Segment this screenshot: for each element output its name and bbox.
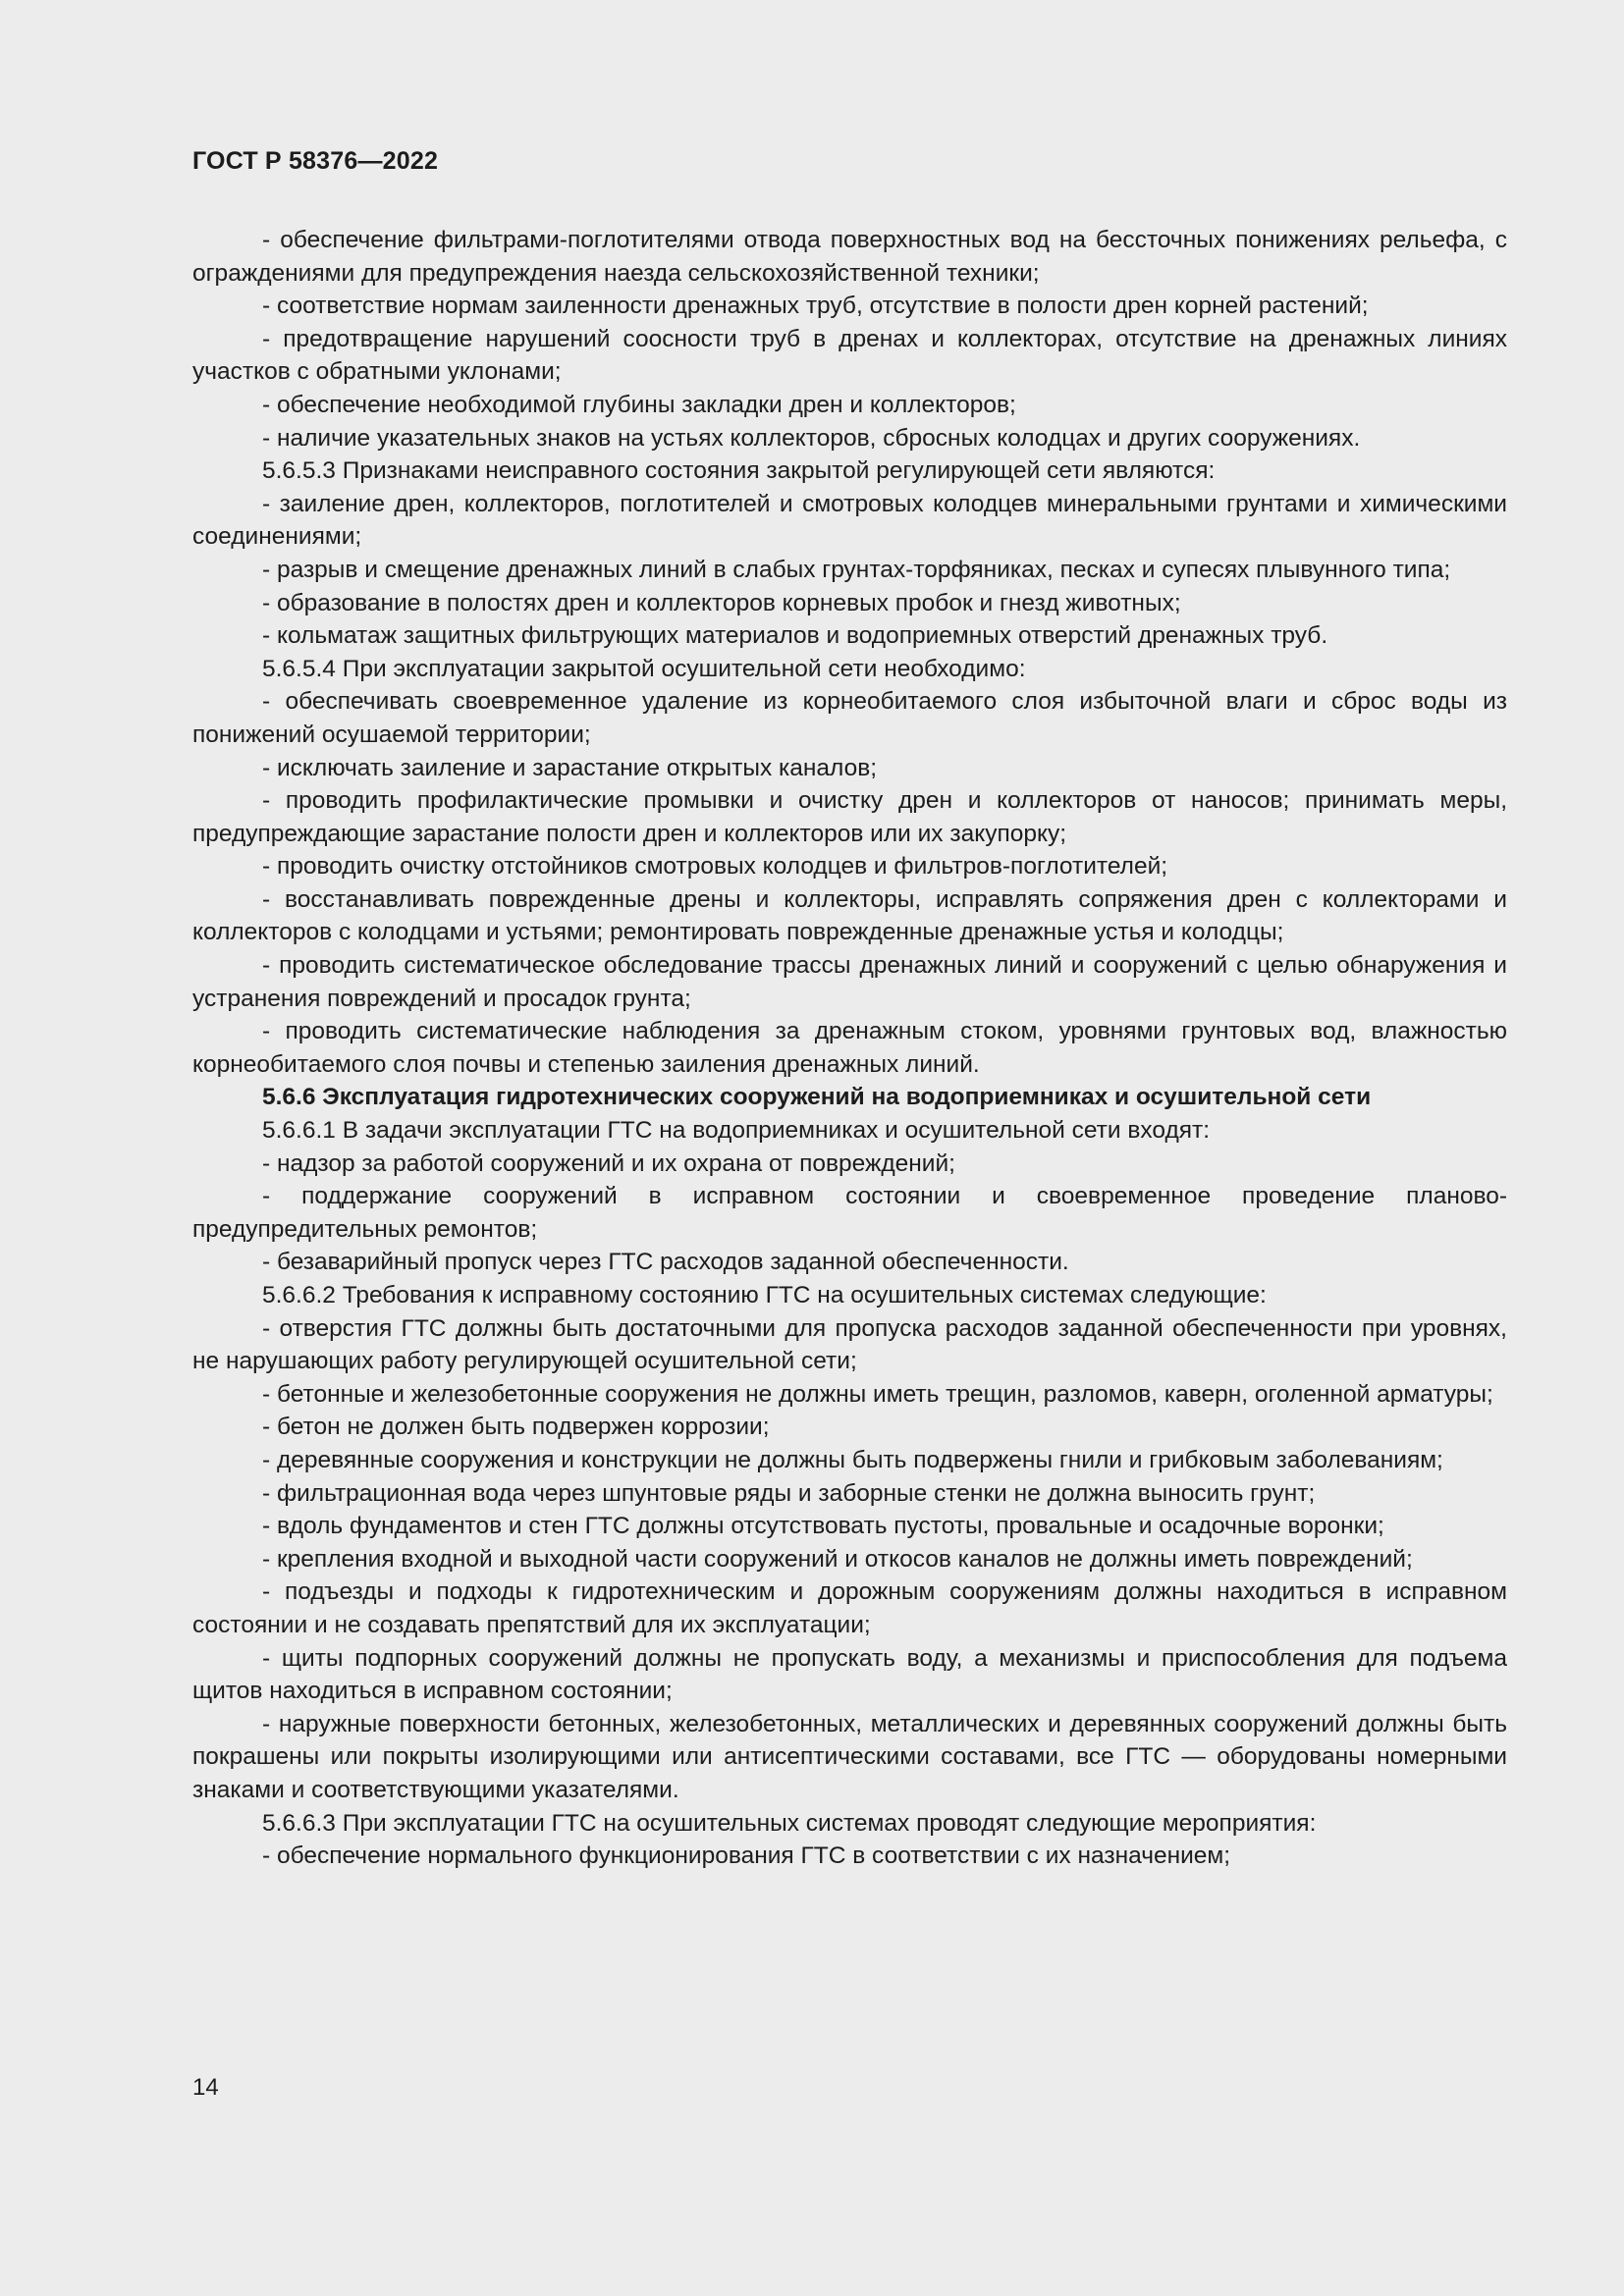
section-heading: 5.6.6 Эксплуатация гидротехнических сооружений на водоприемниках и осушительной сети — [262, 1084, 1372, 1111]
list-item: - подъезды и подходы к гидротехническим и дорожным сооружениям должны находиться в исправном состоянии и не создавать препятствий для их эксплуатации; — [192, 1578, 1507, 1638]
list-item: - образование в полостях дрен и коллекторов корневых пробок и гнезд животных; — [262, 589, 1181, 616]
list-item: - обеспечивать своевременное удаление из корнеобитаемого слоя избыточной влаги и сброс воды из понижений осушаемой территории; — [192, 688, 1507, 748]
list-item: - фильтрационная вода через шпунтовые ряды и заборные стенки не должна выносить грунт; — [262, 1479, 1316, 1507]
clause-paragraph: 5.6.5.3 Признаками неисправного состояния закрытой регулирующей сети являются: — [262, 457, 1216, 485]
document-body — [192, 224, 1507, 1873]
list-item: - бетонные и железобетонные сооружения не должны иметь трещин, разломов, каверн, оголенной арматуры; — [262, 1380, 1493, 1408]
clause-paragraph: 5.6.6.2 Требования к исправному состоянию ГТС на осушительных системах следующие: — [262, 1282, 1267, 1308]
list-item: - надзор за работой сооружений и их охрана от повреждений; — [262, 1149, 955, 1177]
list-item: - проводить очистку отстойников смотровых колодцев и фильтров-поглотителей; — [262, 853, 1168, 881]
page-number: 14 — [192, 2074, 219, 2101]
list-item: - наружные поверхности бетонных, железобетонных, металлических и деревянных сооружений должны быть покрашены или покрыты изолирующими или антисептическими составами, все ГТС — оборудованы номерными знаками и соответствующими указателями. — [192, 1710, 1507, 1803]
list-item: - предотвращение нарушений соосности труб в дренах и коллекторах, отсутствие на дренажных линиях участков с обратными уклонами; — [192, 325, 1507, 386]
clause-paragraph: 5.6.6.1 В задачи эксплуатации ГТС на водоприемниках и осушительной сети входят: — [262, 1117, 1211, 1145]
list-item: - отверстия ГТС должны быть достаточными для пропуска расходов заданной обеспеченности при уровнях, не нарушающих работу регулирующей осушительной сети; — [192, 1314, 1507, 1375]
list-item: - поддержание сооружений в исправном состоянии и своевременное проведение планово-предупредительных ремонтов; — [192, 1183, 1507, 1243]
list-item: - разрыв и смещение дренажных линий в слабых грунтах-торфяниках, песках и супесях плывунного типа; — [262, 556, 1451, 583]
list-item: - крепления входной и выходной части сооружений и откосов каналов не должны иметь повреждений; — [262, 1545, 1413, 1573]
list-item: - проводить систематические наблюдения за дренажным стоком, уровнями грунтовых вод, влажностью корнеобитаемого слоя почвы и степенью заиления дренажных линий. — [192, 1018, 1507, 1078]
list-item: - проводить систематическое обследование трассы дренажных линий и сооружений с целью обнаружения и устранения повреждений и просадок грунта; — [192, 952, 1507, 1012]
list-item: - вдоль фундаментов и стен ГТС должны отсутствовать пустоты, провальные и осадочные воронки; — [262, 1513, 1384, 1540]
list-item: - обеспечение нормального функционирования ГТС в соответствии с их назначением; — [262, 1842, 1231, 1870]
list-item: - обеспечение необходимой глубины закладки дрен и коллекторов; — [262, 391, 1016, 418]
list-item: - щиты подпорных сооружений должны не пропускать воду, а механизмы и приспособления для подъема щитов находиться в исправном состоянии; — [192, 1644, 1507, 1705]
clause-paragraph: 5.6.6.3 При эксплуатации ГТС на осушительных системах проводят следующие мероприятия: — [262, 1809, 1317, 1837]
list-item: - проводить профилактические промывки и очистку дрен и коллекторов от наносов; принимать меры, предупреждающие зарастание полости дрен и коллекторов или их закупорку; — [192, 787, 1507, 847]
list-item: - заиление дрен, коллекторов, поглотителей и смотровых колодцев минеральными грунтами и химическими соединениями; — [192, 490, 1507, 551]
list-item: - обеспечение фильтрами-поглотителями отвода поверхностных вод на бессточных понижениях рельефа, с ограждениями для предупреждения наезда сельскохозяйственной техники; — [192, 227, 1507, 287]
list-item: - исключать заиление и зарастание открытых каналов; — [262, 754, 878, 781]
list-item: - восстанавливать поврежденные дрены и коллекторы, исправлять сопряжения дрен с коллекторами и коллекторов с колодцами и устьями; ремонтировать поврежденные дренажные устья и колодцы; — [192, 885, 1507, 946]
list-item: - безаварийный пропуск через ГТС расходов заданной обеспеченности. — [262, 1249, 1069, 1276]
clause-paragraph: 5.6.5.4 При эксплуатации закрытой осушительной сети необходимо: — [262, 655, 1026, 682]
list-item: - кольматаж защитных фильтрующих материалов и водоприемных отверстий дренажных труб. — [262, 622, 1328, 650]
list-item: - деревянные сооружения и конструкции не должны быть подвержены гнили и грибковым заболеваниям; — [262, 1446, 1443, 1473]
document-header: ГОСТ Р 58376—2022 — [192, 147, 439, 175]
list-item: - бетон не должен быть подвержен коррозии; — [262, 1414, 770, 1441]
list-item: - соответствие нормам заиленности дренажных труб, отсутствие в полости дрен корней растений; — [262, 293, 1369, 320]
list-item: - наличие указательных знаков на устьях коллекторов, сбросных колодцах и других сооружениях. — [262, 424, 1361, 452]
